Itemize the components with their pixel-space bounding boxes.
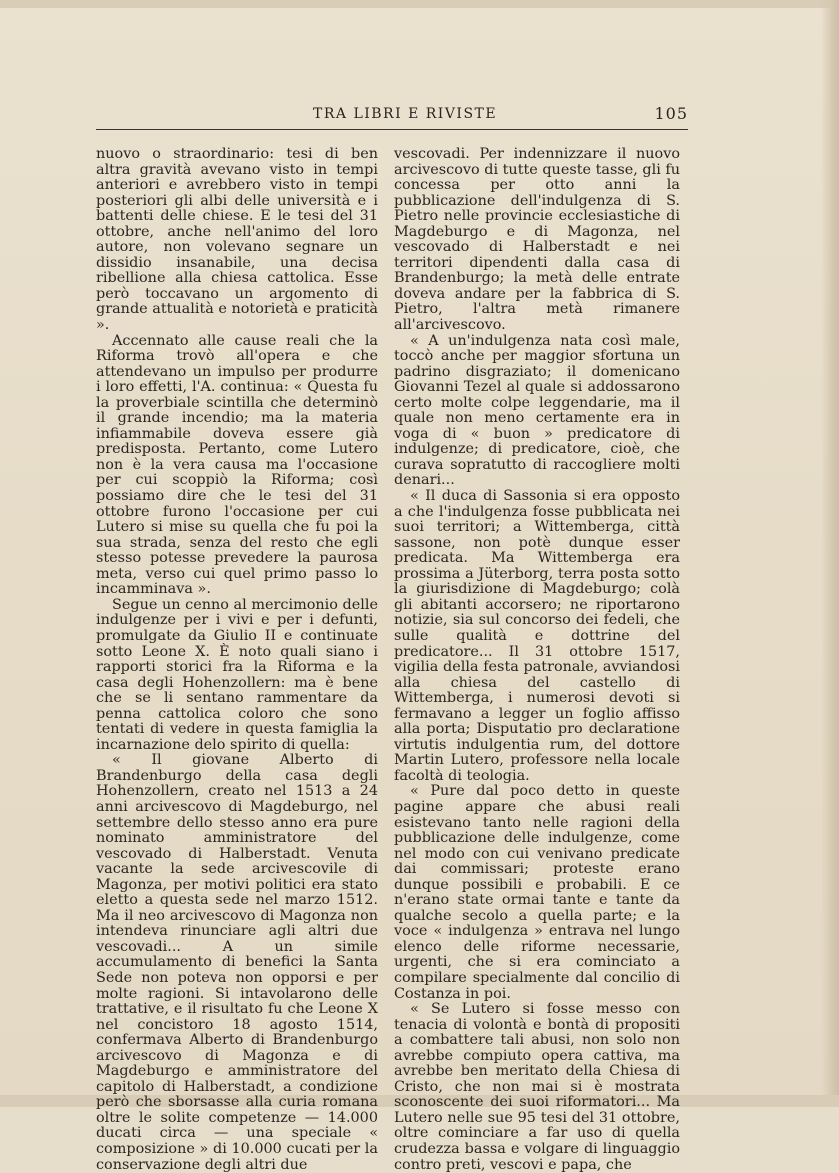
paragraph: « Se Lutero si fosse messo con tenacia di volontà e bontà di propositi a combattere tali abusi, non solo non avrebbe compiuto opera cattiva, ma avrebbe ben meritato della Chiesa di Cristo, che non mai si è mostrata sconoscente dei suoi riformatori... Ma Lutero nelle sue 95 tesi del 31 ottobre, oltre cominciare a far uso di quella crudezza bassa e volgare di linguaggio contro preti, vescovi e papa, che [394, 1001, 680, 1173]
running-header [96, 104, 688, 130]
running-title: TRA LIBRI E RIVISTE [313, 106, 498, 122]
paragraph: nuovo o straordinario: tesi di ben altra gravità avevano visto in tempi anteriori e avrebbero visto in tempi posteriori gli albi delle università e i battenti delle chiese. E le tesi del 31 ottobre, anche nell'animo del loro autore, non volevano segnare un dissidio insanabile, una decisa ribellione alla chiesa cattolica. Esse però toccavano un argomento di grande attualità e notorietà e praticità ». [96, 146, 378, 334]
header-rule [96, 129, 688, 130]
page-right-edge [821, 0, 839, 1107]
paragraph: « Il duca di Sassonia si era opposto a che l'indulgenza fosse pubblicata nei suoi territori; a Wittemberga, città sassone, non potè dunque esser predicata. Ma Wittemberga era prossima a Jüterborg, terra posta sotto la giurisdizione di Magdeburgo; colà gli abitanti accorsero; ne riportarono notizie, sia sul concorso dei fedeli, che sulle qualità e dottrine del predicatore... Il 31 ottobre 1517, vigilia della festa patronale, avviandosi alla chiesa del castello di Wittemberga, i numerosi devoti si fermavano a legger un foglio affisso alla porta; Disputatio pro declaratione virtutis indulgentia rum, del dottore Martin Lutero, professore nella locale facoltà di teologia. [394, 488, 680, 784]
paragraph: « Il giovane Alberto di Brandenburgo della casa degli Hohenzollern, creato nel 1513 a 24 anni arcivescovo di Magdeburgo, nel settembre dello stesso anno era pure nominato amministratore del vescovado di Halberstadt. Venuta vacante la sede arcivescovile di Magonza, per motivi politici era stato eletto a questa sede nel marzo 1512. Ma il neo arcivescovo di Magonza non intendeva rinunciare agli altri due vescovadi... A un simile accumulamento di benefici la Santa Sede non poteva non opporsi e per molte ragioni. Si intavolarono delle trattative, e il risultato fu che Leone X nel concistoro 18 agosto 1514, confermava Alberto di Brandenburgo arcivescovo di Magonza e di Magdeburgo e amministratore del capitolo di Halberstadt, a condizione però che sborsasse alla curia romana oltre le solite competenze — 14.000 ducati circa — una speciale « composizione » di 10.000 cucati per la conservazione degli altri due [96, 752, 378, 1173]
paragraph: « A un'indulgenza nata così male, toccò anche per maggior sfortuna un padrino disgraziato; il domenicano Giovanni Tezel al quale si addossarono certo molte colpe leggendarie, ma il quale non meno certamente era in voga di « buon » predicatore di indulgenze; di predicatore, cioè, che curava sopratutto di raccogliere molti denari... [394, 332, 680, 489]
paragraph: Segue un cenno al mercimonio delle indulgenze per i vivi e per i defunti, promulgate da Giulio II e continuate sotto Leone X. È noto quali siano i rapporti storici fra la Riforma e la casa degli Hohenzollern: ma è bene che se li sentano rammentare da penna cattolica coloro che sono tentati di vedere in questa famiglia la incarnazione delo spirito di quella: [96, 596, 378, 753]
paragraph: Accennato alle cause reali che la Riforma trovò all'opera e che attendevano un impulso per produrre i loro effetti, l'A. continua: « Questa fu la proverbiale scintilla che determinò il grande incendio; ma la materia infiammabile doveva essere già predisposta. Pertanto, come Lutero non è la vera causa ma l'occasione per cui scoppiò la Riforma; così possiamo dire che le tesi del 31 ottobre furono l'occasione per cui Lutero si mise su quella che fu poi la sua strada, senza del resto che egli stesso potesse prevedere la paurosa meta, verso cui quel primo passo lo incamminava ». [96, 332, 378, 598]
page-top-edge [0, 0, 839, 8]
paragraph: « Pure dal poco detto in queste pagine appare che abusi reali esistevano tanto nelle ragioni della pubblicazione delle indulgenze, come nel modo con cui venivano predicate dai commissari; proteste erano dunque possibili e probabili. E ce n'erano state ormai tante e tante da qualche secolo a quella parte; e la voce « indulgenza » entrava nel lungo elenco delle riforme necessarie, urgenti, che si era cominciato a compilare specialmente dal concilio di Costanza in poi. [394, 783, 680, 1002]
paragraph: vescovadi. Per indennizzare il nuovo arcivescovo di tutte queste tasse, gli fu concessa per otto anni la pubblicazione dell'indulgenza di S. Pietro nelle provincie ecclesiastiche di Magdeburgo e di Magonza, nel vescovado di Halberstadt e nei territori dipendenti dalla casa di Brandenburgo; la metà delle entrate doveva andare per la fabbrica di S. Pietro, l'altra metà rimanere all'arcivescovo. [394, 146, 680, 334]
page-number: 105 [654, 104, 688, 123]
right-column [394, 147, 680, 1173]
left-column [96, 147, 378, 1173]
